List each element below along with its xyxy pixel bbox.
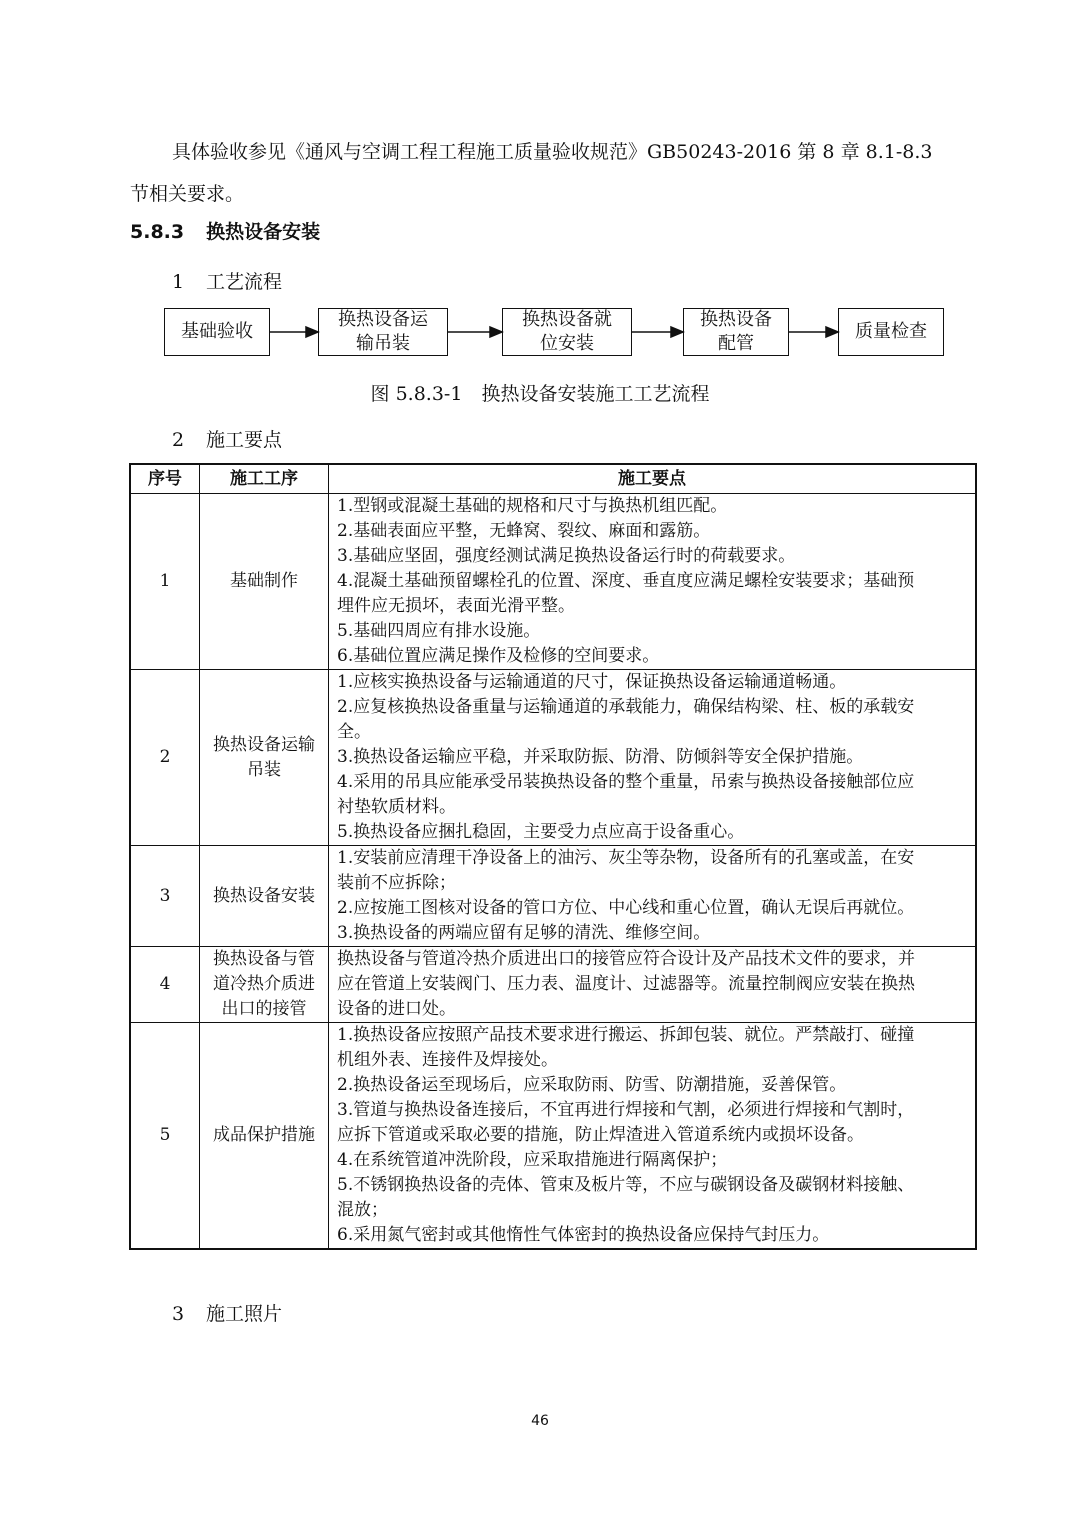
point-line: 3.换热设备运输应平稳，并采取防振、防滑、防倾斜等安全保护措施。 — [337, 747, 864, 767]
point-line: 2.基础表面应平整，无蜂窝、裂纹、麻面和露筋。 — [337, 521, 711, 541]
subsection-number: 3 — [172, 1303, 185, 1325]
point-line: 1.安装前应清理干净设备上的油污、灰尘等杂物，设备所有的孔塞或盖，在安 — [337, 848, 915, 868]
subsection-title: 工艺流程 — [206, 271, 283, 293]
section-title: 换热设备安装 — [206, 221, 321, 243]
row-points — [329, 494, 977, 670]
row-points — [329, 1023, 977, 1250]
flow-arrowhead-3 — [671, 327, 683, 337]
subsection-number: 2 — [172, 429, 185, 451]
header-number: 序号 — [130, 464, 200, 494]
row-number: 1 — [130, 494, 200, 670]
point-line: 5.不锈钢换热设备的壳体、管束及板片等，不应与碳钢设备及碳钢材料接触、 — [337, 1175, 915, 1195]
subsection-title: 施工照片 — [206, 1303, 283, 1325]
point-line: 5.换热设备应捆扎稳固，主要受力点应高于设备重心。 — [337, 822, 745, 842]
header-process: 施工工序 — [200, 464, 329, 494]
point-line: 衬垫软质材料。 — [337, 797, 456, 817]
point-line: 埋件应无损坏，表面光滑平整。 — [337, 596, 575, 616]
header-points: 施工要点 — [329, 464, 977, 494]
subsection-number: 1 — [172, 271, 185, 293]
table-row — [130, 670, 976, 846]
point-line: 2.应按施工图核对设备的管口方位、中心线和重心位置，确认无误后再就位。 — [337, 898, 915, 918]
point-line: 2.应复核换热设备重量与运输通道的承载能力，确保结构梁、柱、板的承载安 — [337, 697, 915, 717]
table-row — [130, 1023, 976, 1250]
point-line: 3.管道与换热设备连接后，不宜再进行焊接和气割，必须进行焊接和气割时， — [337, 1100, 915, 1120]
point-line: 4.采用的吊具应能承受吊装换热设备的整个重量，吊索与换热设备接触部位应 — [337, 772, 915, 792]
point-line: 3.换热设备的两端应留有足够的清洗、维修空间。 — [337, 923, 711, 943]
point-line: 应拆下管道或采取必要的措施，防止焊渣进入管道系统内或损坏设备。 — [337, 1125, 864, 1145]
flow-step-positioning-installation: 换热设备就 位安装 — [502, 308, 632, 356]
row-points — [329, 670, 977, 846]
point-line: 1.型钢或混凝土基础的规格和尺寸与换热机组匹配。 — [337, 496, 728, 516]
row-process: 换热设备运输吊装 — [200, 670, 329, 846]
row-process: 基础制作 — [200, 494, 329, 670]
row-number: 4 — [130, 947, 200, 1023]
point-line: 6.基础位置应满足操作及检修的空间要求。 — [337, 646, 660, 666]
intro-paragraph-line-2: 节相关要求。 — [130, 183, 245, 205]
figure-caption: 图 5.8.3-1 换热设备安装施工工艺流程 — [370, 383, 710, 405]
point-line: 换热设备与管道冷热介质进出口的接管应符合设计及产品技术文件的要求，并 — [337, 949, 915, 969]
point-line: 应在管道上安装阀门、压力表、温度计、过滤器等。流量控制阀应安装在换热 — [337, 974, 915, 994]
flow-step-foundation-acceptance: 基础验收 — [164, 308, 270, 356]
section-number: 5.8.3 — [130, 221, 185, 243]
row-number: 2 — [130, 670, 200, 846]
point-line: 2.换热设备运至现场后，应采取防雨、防雪、防潮措施，妥善保管。 — [337, 1075, 847, 1095]
point-line: 机组外表、连接件及焊接处。 — [337, 1050, 558, 1070]
table-row — [130, 846, 976, 947]
row-process: 换热设备安装 — [200, 846, 329, 947]
table-body — [130, 494, 976, 1250]
point-line: 1.换热设备应按照产品技术要求进行搬运、拆卸包装、就位。严禁敲打、碰撞 — [337, 1025, 915, 1045]
point-line: 3.基础应坚固，强度经测试满足换热设备运行时的荷载要求。 — [337, 546, 796, 566]
row-points — [329, 846, 977, 947]
point-line: 设备的进口处。 — [337, 999, 456, 1019]
point-line: 混放； — [337, 1200, 388, 1220]
table-header-row — [130, 464, 976, 494]
construction-points-table — [129, 463, 977, 1250]
row-process: 成品保护措施 — [200, 1023, 329, 1250]
flow-step-quality-check: 质量检查 — [838, 308, 944, 356]
table-row — [130, 947, 976, 1023]
point-line: 全。 — [337, 722, 371, 742]
row-number: 5 — [130, 1023, 200, 1250]
subsection-title: 施工要点 — [206, 429, 283, 451]
point-line: 5.基础四周应有排水设施。 — [337, 621, 541, 641]
point-line: 4.混凝土基础预留螺栓孔的位置、深度、垂直度应满足螺栓安装要求；基础预 — [337, 571, 915, 591]
row-process: 换热设备与管道冷热介质进出口的接管 — [200, 947, 329, 1023]
flow-step-transport-hoisting: 换热设备运 输吊装 — [318, 308, 448, 356]
row-points — [329, 947, 977, 1023]
subsection-construction-photos — [172, 1302, 282, 1326]
row-number: 3 — [130, 846, 200, 947]
point-line: 6.采用氮气密封或其他惰性气体密封的换热设备应保持气封压力。 — [337, 1225, 830, 1245]
flow-arrowhead-1 — [306, 327, 318, 337]
flow-arrowhead-2 — [490, 327, 502, 337]
point-line: 1.应核实换热设备与运输通道的尺寸，保证换热设备运输通道畅通。 — [337, 672, 847, 692]
intro-paragraph-line-1: 具体验收参见《通风与空调工程工程施工质量验收规范》GB50243-2016 第 8 章 8.1-8.3 — [172, 141, 933, 163]
page-number: 46 — [531, 1413, 549, 1429]
point-line: 装前不应拆除； — [337, 873, 456, 893]
flow-step-piping: 换热设备 配管 — [683, 308, 789, 356]
flow-arrowhead-4 — [826, 327, 838, 337]
subsection-construction-points — [172, 428, 282, 452]
point-line: 4.在系统管道冲洗阶段，应采取措施进行隔离保护； — [337, 1150, 728, 1170]
table-row — [130, 494, 976, 670]
